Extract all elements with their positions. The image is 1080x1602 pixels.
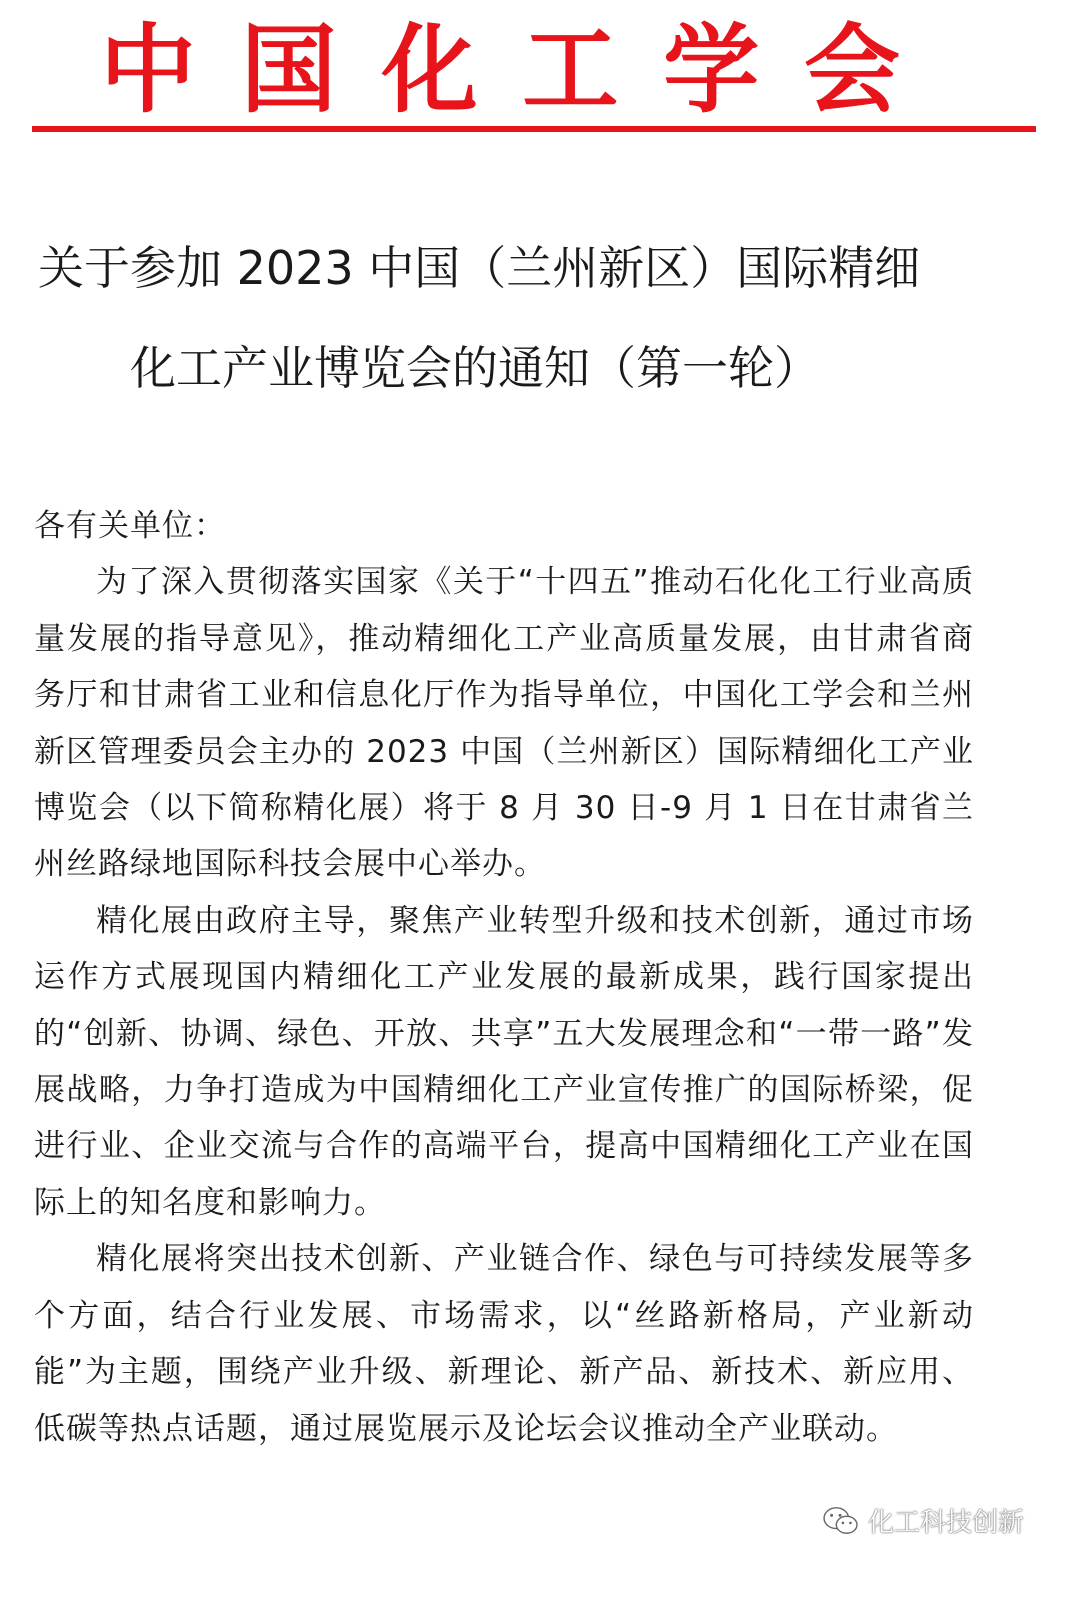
- watermark-text: 化工科技创新: [867, 1508, 1024, 1538]
- masthead-char: 会: [803, 13, 900, 126]
- wechat-icon: [822, 1505, 860, 1537]
- masthead-char: 工: [522, 13, 619, 126]
- document-body: [34, 498, 974, 1457]
- salutation: 各有关单位：: [34, 508, 226, 544]
- body-paragraph-2: 精化展由政府主导，聚焦产业转型升级和技术创新，通过市场运作方式展现国内精细化工产业发展的最新成果，践行国家提出的“创新、协调、绿色、开放、共享”五大发展理念和“一带一路”发展战略，力争打造成为中国精细化工产业宣传推广的国际桥梁，促进行业、企业交流与合作的高端平台，提高中国精细化工产业在国际上的知名度和影响力。: [34, 902, 974, 1221]
- document-title-line-2: 化工产业博览会的通知（第一轮）: [130, 341, 820, 395]
- body-paragraph-1: 为了深入贯彻落实国家《关于“十四五”推动石化化工行业高质量发展的指导意见》，推动精细化工产业高质量发展，由甘肃省商务厅和甘肃省工业和信息化厅作为指导单位，中国化工学会和兰州新区管理委员会主办的 2023 中国（兰州新区）国际精细化工产业博览会（以下简称精化展）将于 8 月 30 日-9 月 1 日在甘肃省兰州丝路绿地国际科技会展中心举办。: [34, 564, 974, 883]
- masthead-char: 化: [381, 13, 478, 126]
- masthead-title: [100, 13, 900, 126]
- masthead-char: 中: [100, 13, 196, 126]
- source-watermark: [822, 1502, 1024, 1539]
- masthead: [0, 13, 1080, 128]
- masthead-red-rule: [32, 126, 1036, 132]
- document-title-line-1: 关于参加 2023 中国（兰州新区）国际精细: [38, 241, 921, 295]
- document-title: [0, 218, 1080, 418]
- body-paragraph-3: 精化展将突出技术创新、产业链合作、绿色与可持续发展等多个方面，结合行业发展、市场需求，以“丝路新格局，产业新动能”为主题，围绕产业升级、新理论、新产品、新技术、新应用、低碳等热点话题，通过展览展示及论坛会议推动全产业联动。: [34, 1241, 974, 1447]
- masthead-char: 国: [240, 13, 337, 126]
- masthead-char: 学: [663, 13, 760, 126]
